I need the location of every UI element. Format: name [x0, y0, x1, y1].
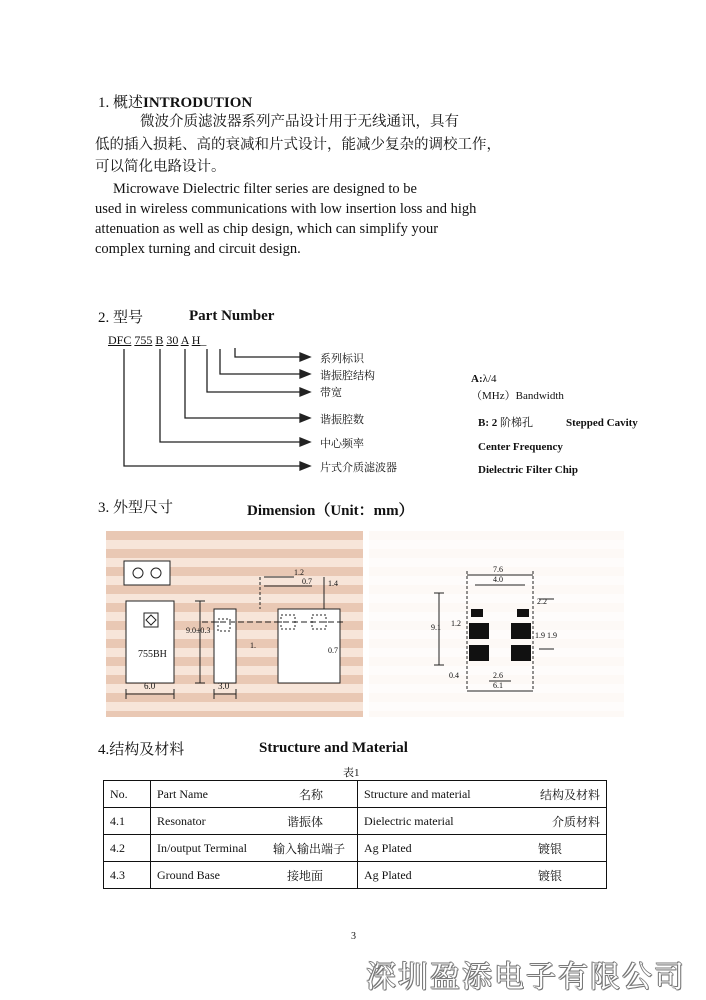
materials-table [103, 780, 607, 889]
row-material [358, 835, 607, 862]
row-part-name [151, 808, 358, 835]
dim-1-2: 1.2 [294, 568, 304, 577]
dim-2-2: 2.2 [537, 597, 547, 606]
label-bandwidth: 带宽 [320, 387, 342, 399]
section1-title-cn: 概述 [113, 95, 144, 111]
note-b [478, 414, 533, 430]
mark-755bh: 755BH [138, 649, 167, 660]
header-part-name-en: Part Name [157, 786, 208, 801]
intro-cn-line-1: 微波介质滤波器系列产品设计用于无线通讯，具有 [140, 114, 459, 130]
dimension-drawing-left [106, 531, 363, 717]
dim-1-9-a: 1.9 [535, 631, 545, 640]
note-b-cn: 阶梯孔 [500, 417, 533, 429]
row-no: 4.2 [104, 835, 151, 862]
table-row [104, 835, 607, 862]
row-material [358, 808, 607, 835]
row-part-name-cn: 谐振体 [286, 814, 323, 829]
section1-number: 1. [98, 95, 110, 111]
dim-3-0: 3.0 [218, 681, 230, 691]
note-stepped-cavity: Stepped Cavity [566, 417, 638, 429]
code-res: A [180, 333, 189, 347]
dim-1-9-b: 1.9 [547, 631, 557, 640]
section3-title-en: Dimension（Unit：mm） [247, 503, 414, 519]
row-part-name-en: Ground Base [157, 867, 220, 882]
row-part-name-cn: 输入输出端子 [272, 841, 345, 856]
code-dfc: DFC [108, 333, 132, 347]
row-no: 4.3 [104, 862, 151, 889]
row-material-cn: 镀银 [537, 868, 562, 883]
row-part-name-en: Resonator [157, 813, 206, 828]
label-cavity-count: 谐振腔数 [320, 414, 364, 426]
label-chip-filter: 片式介质滤波器 [320, 462, 397, 474]
row-material-en: Ag Plated [364, 840, 412, 855]
intro-en-line-3: attenuation as well as chip design, which can simplify your [95, 221, 439, 237]
row-material-en: Ag Plated [364, 867, 412, 882]
row-material [358, 862, 607, 889]
note-a-value: λ/4 [482, 373, 497, 385]
row-part-name [151, 835, 358, 862]
row-material-cn: 镀银 [537, 841, 562, 856]
dim-2-6: 2.6 [493, 671, 503, 680]
code-end: _ [200, 333, 207, 347]
header-part-name [151, 781, 358, 808]
dim-1-4: 1.4 [328, 579, 338, 588]
header-part-name-cn: 名称 [298, 787, 323, 802]
dim-4-0: 4.0 [493, 575, 503, 584]
row-material-cn: 介质材料 [551, 814, 600, 829]
section2-title-cn: 型号 [113, 310, 144, 326]
row-no: 4.1 [104, 808, 151, 835]
intro-en-line-4: complex turning and circuit design. [95, 241, 301, 257]
section2-number: 2. [98, 310, 110, 326]
note-b-number: 2 [491, 417, 498, 429]
header-no: No. [104, 781, 151, 808]
label-center-freq: 中心频率 [320, 438, 364, 450]
dim-7-6: 7.6 [493, 565, 503, 574]
note-bandwidth: （MHz）Bandwidth [471, 390, 564, 402]
table-row [104, 862, 607, 889]
dim-1-2-right: 1.2 [451, 619, 461, 628]
header-material-cn: 结构及材料 [539, 787, 600, 802]
note-b-key: B: [478, 417, 489, 429]
note-dielectric-filter-chip: Dielectric Filter Chip [478, 464, 578, 476]
code-h: H [191, 333, 201, 347]
row-material-en: Dielectric material [364, 813, 454, 828]
section1-title-en: INTRODUTION [143, 95, 253, 111]
section2-title-en: Part Number [189, 308, 275, 324]
code-type: B [155, 333, 164, 347]
section4-title-en: Structure and Material [259, 740, 408, 756]
dim-9-0: 9.0±0.3 [186, 626, 211, 635]
dim-1: 1. [250, 641, 256, 650]
table-caption: 表1 [343, 767, 360, 779]
section4-title-cn: 4.结构及材料 [98, 742, 185, 758]
note-a [471, 373, 497, 385]
header-material-en: Structure and material [364, 786, 471, 801]
intro-en-line-2: used in wireless communications with low insertion loss and high [95, 201, 477, 217]
dimension-drawing-right [369, 531, 624, 717]
intro-cn-line-3: 可以简化电路设计。 [95, 159, 226, 175]
section3-number: 3. [98, 500, 110, 516]
section3-heading [98, 496, 173, 517]
code-freq: 755 [134, 333, 153, 347]
company-watermark: 深圳盈添电子有限公司 [366, 961, 686, 994]
section3-title-cn: 外型尺寸 [113, 500, 174, 516]
row-part-name-cn: 接地面 [286, 868, 323, 883]
dim-0-4: 0.4 [449, 671, 459, 680]
dim-9-1: 9.1 [431, 623, 441, 632]
table-row [104, 808, 607, 835]
page-number: 3 [351, 931, 356, 942]
dim-0-7-top: 0.7 [302, 577, 312, 586]
dim-6-1: 6.1 [493, 681, 503, 690]
intro-cn-line-2: 低的插入损耗、高的衰减和片式设计，能减少复杂的调校工作， [95, 137, 501, 153]
note-a-key: A: [471, 373, 483, 385]
note-center-frequency: Center Frequency [478, 441, 563, 453]
intro-en-line-1: Microwave Dielectric filter series are designed to be [113, 181, 417, 197]
code-bw: 30 [166, 333, 179, 347]
table-header-row [104, 781, 607, 808]
header-material [358, 781, 607, 808]
row-part-name [151, 862, 358, 889]
label-cavity-structure: 谐振腔结构 [320, 370, 375, 382]
row-part-name-en: In/output Terminal [157, 840, 247, 855]
dim-0-7-side: 0.7 [328, 646, 338, 655]
label-series: 系列标识 [320, 353, 364, 365]
dim-6-0: 6.0 [144, 681, 156, 691]
